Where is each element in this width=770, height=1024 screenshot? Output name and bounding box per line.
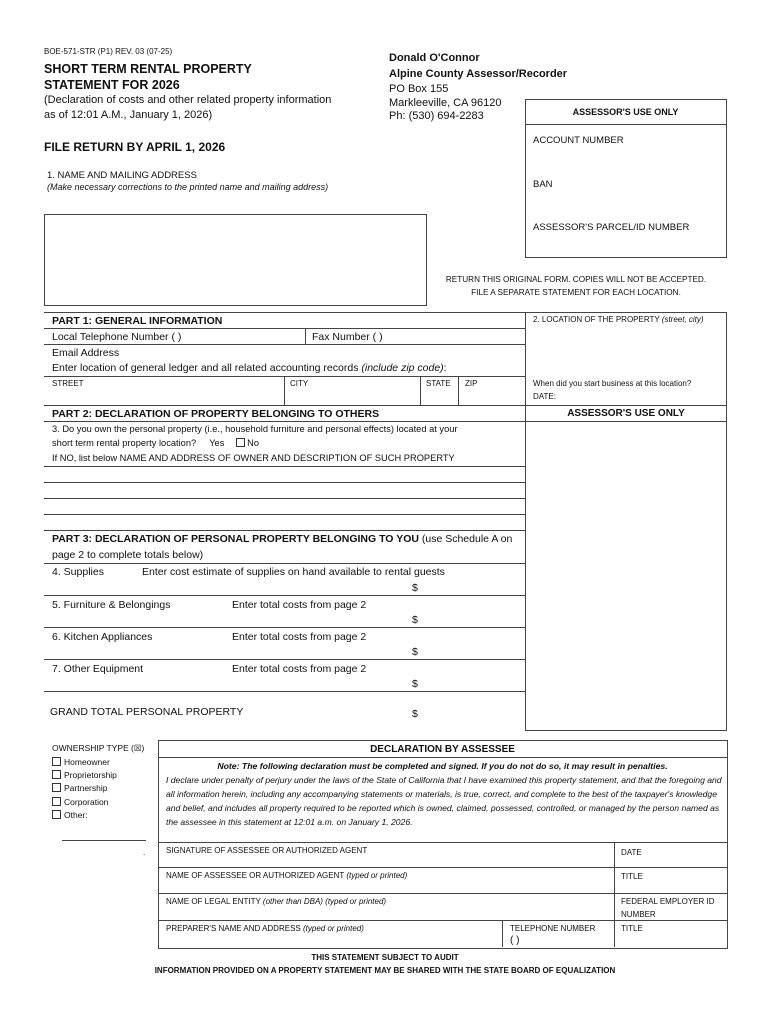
supplies-label: 4. Supplies — [52, 566, 104, 578]
checkbox-icon — [52, 770, 61, 779]
zip-field[interactable]: ZIP — [465, 379, 478, 388]
furniture-label: 5. Furniture & Belongings — [52, 599, 171, 611]
fein-label-line1: FEDERAL EMPLOYER ID — [621, 897, 715, 906]
assessor-use-box — [525, 99, 727, 258]
ban-label: BAN — [533, 179, 553, 190]
kitchen-label: 6. Kitchen Appliances — [52, 631, 153, 643]
no-checkbox[interactable] — [236, 438, 245, 447]
return-notice-line2: FILE A SEPARATE STATEMENT FOR EACH LOCATION. — [471, 288, 681, 297]
account-number-label: ACCOUNT NUMBER — [533, 135, 624, 146]
part3-title-line2: page 2 to complete totals below) — [52, 549, 204, 561]
preparer-field[interactable]: PREPARER'S NAME AND ADDRESS (typed or printed) — [166, 924, 364, 933]
records-location-label: Enter location of general ledger and all related accounting records (include zip code): — [52, 362, 447, 374]
assessor-phone: Ph: (530) 694-2283 — [389, 110, 484, 122]
supplies-amount[interactable]: $ — [412, 582, 418, 594]
assessor-name: Donald O'Connor — [389, 52, 480, 64]
declaration-text: I declare under penalty of perjury under the laws of the State of California that I have examined this property statement, and that the foregoing and all information herein, including any accompanying statements or materials, is true, correct, and complete to the best of the taxpayer's knowledge and belief, and includes all property required to be reported which is owned, claimed, possessed, controlled, or managed by the person named as the assessee in this statement at 12:01 a.m. on January 1, 2026. — [166, 775, 722, 827]
furniture-desc: Enter total costs from page 2 — [232, 599, 367, 611]
checkbox-icon — [52, 810, 61, 819]
ownership-proprietorship[interactable]: Proprietorship — [52, 770, 117, 780]
state-field[interactable]: STATE — [426, 379, 451, 388]
start-date-field[interactable]: DATE: — [533, 392, 556, 401]
checkbox-icon — [52, 757, 61, 766]
part3-title: PART 3: DECLARATION OF PERSONAL PROPERTY BELONGING TO YOU (use Schedule A on — [52, 533, 513, 545]
name-address-box[interactable] — [44, 214, 427, 306]
assessor-use-only-right: ASSESSOR'S USE ONLY — [567, 408, 685, 419]
other-equipment-label: 7. Other Equipment — [52, 663, 144, 675]
fein-label-line2[interactable]: NUMBER — [621, 910, 656, 919]
file-return-deadline: FILE RETURN BY APRIL 1, 2026 — [44, 140, 226, 154]
grand-total-label: GRAND TOTAL PERSONAL PROPERTY — [50, 706, 244, 718]
declaration-note: Note: The following declaration must be completed and signed. If you do not do so, it may result in penalties. — [217, 761, 668, 771]
part2-question-line1: 3. Do you own the personal property (i.e., household furniture and personal effects) located at your — [52, 424, 458, 434]
legal-entity-field[interactable]: NAME OF LEGAL ENTITY (other than DBA) (typed or printed) — [166, 897, 387, 906]
form-title-line2: STATEMENT FOR 2026 — [44, 78, 180, 92]
part2-question-line2: short term rental property location? Yes No — [52, 438, 260, 448]
form-title-line1: SHORT TERM RENTAL PROPERTY — [44, 62, 252, 76]
declaration-title: DECLARATION BY ASSESSEE — [370, 744, 515, 755]
ownership-type-title: OWNERSHIP TYPE (☒) — [52, 743, 145, 753]
owner-line-2 — [44, 498, 526, 499]
local-telephone-field[interactable]: Local Telephone Number ( ) — [52, 331, 182, 343]
dot-mark: . — [143, 848, 146, 857]
form-number: BOE-571-STR (P1) REV. 03 (07-25) — [44, 47, 173, 56]
furniture-amount[interactable]: $ — [412, 614, 418, 626]
telephone-number-field[interactable]: ( ) — [510, 935, 520, 946]
checkbox-icon — [52, 797, 61, 806]
ownership-other[interactable]: Other: — [52, 810, 88, 820]
ownership-homeowner[interactable]: Homeowner — [52, 757, 110, 767]
assessee-name-field[interactable]: NAME OF ASSESSEE OR AUTHORIZED AGENT (typed or printed) — [166, 871, 408, 880]
street-field[interactable]: STREET — [52, 379, 84, 388]
no-option: No — [247, 438, 260, 448]
form-subtitle-line1: (Declaration of costs and other related property information — [44, 94, 332, 106]
signature-field[interactable]: SIGNATURE OF ASSESSEE OR AUTHORIZED AGENT — [166, 846, 368, 855]
parcel-number-label: ASSESSOR'S PARCEL/ID NUMBER — [533, 222, 690, 233]
owner-line-3 — [44, 514, 526, 515]
form-subtitle-line2: as of 12:01 A.M., January 1, 2026) — [44, 109, 213, 121]
return-notice-line1: RETURN THIS ORIGINAL FORM. COPIES WILL NOT BE ACCEPTED. — [445, 275, 707, 284]
part2-title: PART 2: DECLARATION OF PROPERTY BELONGING TO OTHERS — [52, 408, 380, 420]
property-location-label: 2. LOCATION OF THE PROPERTY (street, city) — [533, 315, 704, 324]
start-business-question: When did you start business at this location? — [533, 379, 692, 388]
supplies-desc: Enter cost estimate of supplies on hand available to rental guests — [142, 566, 445, 578]
city-field[interactable]: CITY — [290, 379, 309, 388]
yes-option[interactable]: Yes — [209, 438, 225, 448]
owner-line-1 — [44, 482, 526, 483]
other-equipment-desc: Enter total costs from page 2 — [232, 663, 367, 675]
owner-line-4 — [44, 530, 526, 531]
assessor-city: Markleeville, CA 96120 — [389, 97, 502, 109]
board-sharing-notice: INFORMATION PROVIDED ON A PROPERTY STATEMENT MAY BE SHARED WITH THE STATE BOARD OF EQUALIZATION — [154, 966, 616, 975]
part2-if-no-instruction: If NO, list below NAME AND ADDRESS OF OWNER AND DESCRIPTION OF SUCH PROPERTY — [52, 453, 455, 463]
email-field[interactable]: Email Address — [52, 347, 120, 359]
ownership-other-line — [62, 840, 146, 841]
preparer-title-field[interactable]: TITLE — [621, 924, 643, 933]
assessor-office: Alpine County Assessor/Recorder — [389, 68, 568, 80]
kitchen-desc: Enter total costs from page 2 — [232, 631, 367, 643]
section1-note: (Make necessary corrections to the printed name and mailing address) — [47, 182, 329, 192]
part1-title: PART 1: GENERAL INFORMATION — [52, 315, 223, 327]
other-equipment-amount[interactable]: $ — [412, 678, 418, 690]
ownership-partnership[interactable]: Partnership — [52, 783, 107, 793]
ownership-corporation[interactable]: Corporation — [52, 797, 108, 807]
fax-number-field[interactable]: Fax Number ( ) — [312, 331, 383, 343]
kitchen-amount[interactable]: $ — [412, 646, 418, 658]
telephone-number-label: TELEPHONE NUMBER — [510, 924, 596, 933]
section1-label: 1. NAME AND MAILING ADDRESS — [47, 170, 197, 181]
assessor-use-title: ASSESSOR'S USE ONLY — [572, 107, 679, 117]
audit-notice: THIS STATEMENT SUBJECT TO AUDIT — [311, 953, 459, 962]
date-field[interactable]: DATE — [621, 848, 642, 857]
assessor-po-box: PO Box 155 — [389, 83, 449, 95]
grand-total-amount[interactable]: $ — [412, 708, 418, 720]
title-field[interactable]: TITLE — [621, 872, 643, 881]
checkbox-icon — [52, 783, 61, 792]
